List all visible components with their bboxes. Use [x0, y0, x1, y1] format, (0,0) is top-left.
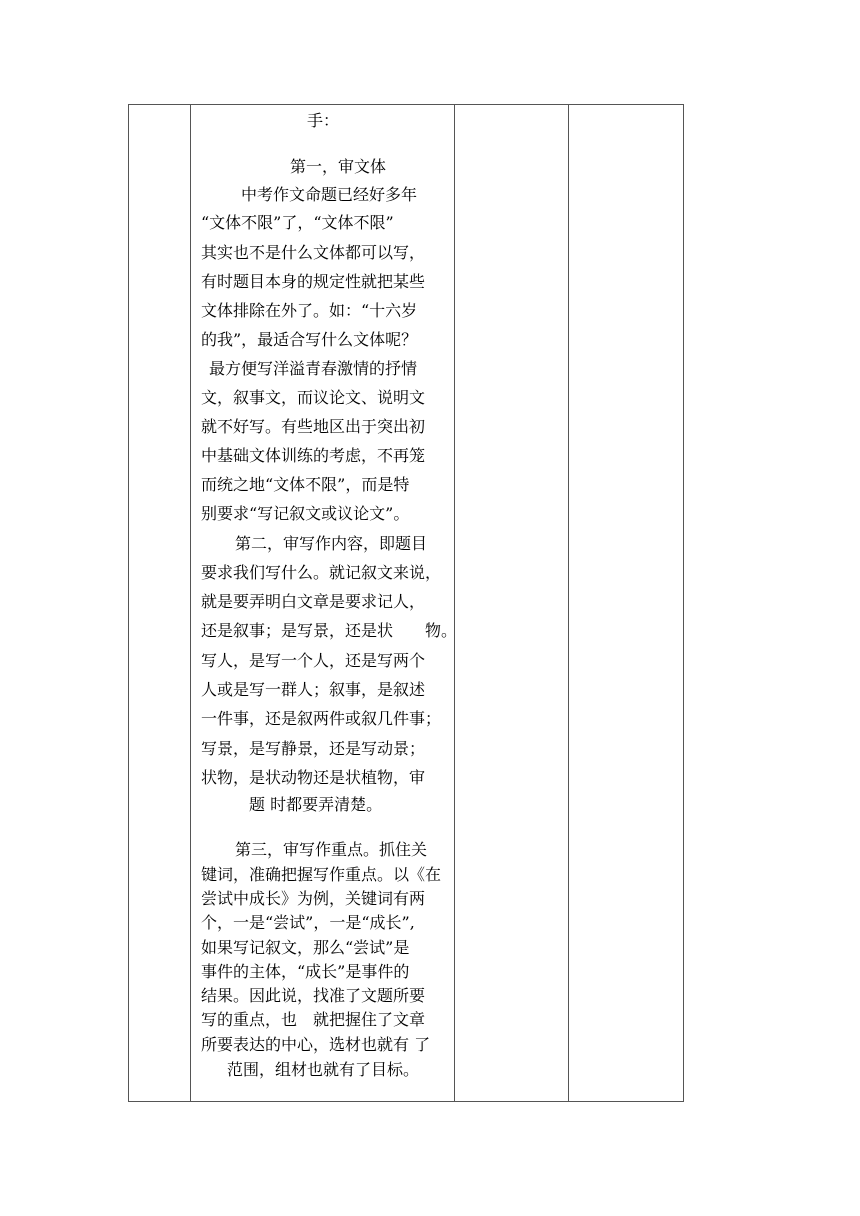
text-line: 事件的主体，“成长”是事件的: [201, 962, 410, 981]
text-line: 结果。因此说，找准了文题所要: [201, 986, 426, 1005]
text-line: 写人，是写一个人，还是写两个: [201, 651, 426, 670]
table-cell-content: [191, 105, 458, 1101]
text-line: 文，叙事文，而议论文、说明文: [201, 388, 426, 407]
table-cell-empty-3: [455, 105, 568, 1101]
section-paragraph-start: 第三，审写作重点。抓住关: [235, 840, 428, 859]
text-line: 中考作文命题已经好多年: [241, 185, 418, 204]
text-line: 有时题目本身的规定性就把某些: [201, 272, 426, 291]
text-line: 一件事，还是叙两件或叙几件事；: [201, 709, 442, 728]
text-line: 写景，是写静景，还是写动景；: [201, 739, 426, 758]
text-line: 的我”，最适合写什么文体呢？: [201, 330, 418, 349]
text-line: 状物，是状动物还是状植物，审: [201, 768, 426, 787]
text-line: 就是要弄明白文章是要求记人，: [201, 592, 426, 611]
table-cell-empty-1: [129, 105, 190, 1101]
text-line: “文体不限”了，“文体不限”: [201, 213, 394, 232]
text-line: 个，一是“尝试”，一是“成长”,: [201, 913, 415, 932]
text-line: 尝试中成长》为例，关键词有两: [201, 889, 426, 908]
text-line: 还是叙事；是写景，还是状 物。: [201, 621, 458, 640]
text-line: 文体排除在外了。如：“十六岁: [201, 301, 418, 320]
text-line: 如果写记叙文，那么“尝试”是: [201, 938, 410, 957]
text-line: 中基础文体训练的考虑，不再笼: [201, 446, 426, 465]
text-line: 手：: [307, 111, 340, 130]
text-line: 要求我们写什么。就记叙文来说，: [201, 563, 442, 582]
text-line: 最方便写洋溢青春激情的抒情: [209, 359, 418, 378]
table-cell-empty-4: [569, 105, 685, 1101]
lesson-table: [128, 104, 684, 1102]
section-paragraph-start: 第二，审写作内容，即题目: [235, 534, 428, 553]
text-line: 别要求“写记叙文或议论文”。: [201, 504, 410, 523]
text-line: 而统之地“文体不限”，而是特: [201, 475, 410, 494]
text-line: 键词，准确把握写作重点。以《在: [201, 865, 442, 884]
text-line: 人或是写一群人；叙事，是叙述: [201, 680, 426, 699]
text-line: 题 时都要弄清楚。: [249, 795, 383, 814]
text-line: 范围，组材也就有了目标。: [227, 1060, 420, 1079]
text-line: 就不好写。有些地区出于突出初: [201, 417, 426, 436]
text-line: 写的重点，也 就把握住了文章: [201, 1010, 426, 1029]
text-line: 所要表达的中心，选材也就有 了: [201, 1035, 431, 1054]
text-line: 其实也不是什么文体都可以写，: [201, 243, 426, 262]
section-heading: 第一，审文体: [290, 157, 387, 176]
